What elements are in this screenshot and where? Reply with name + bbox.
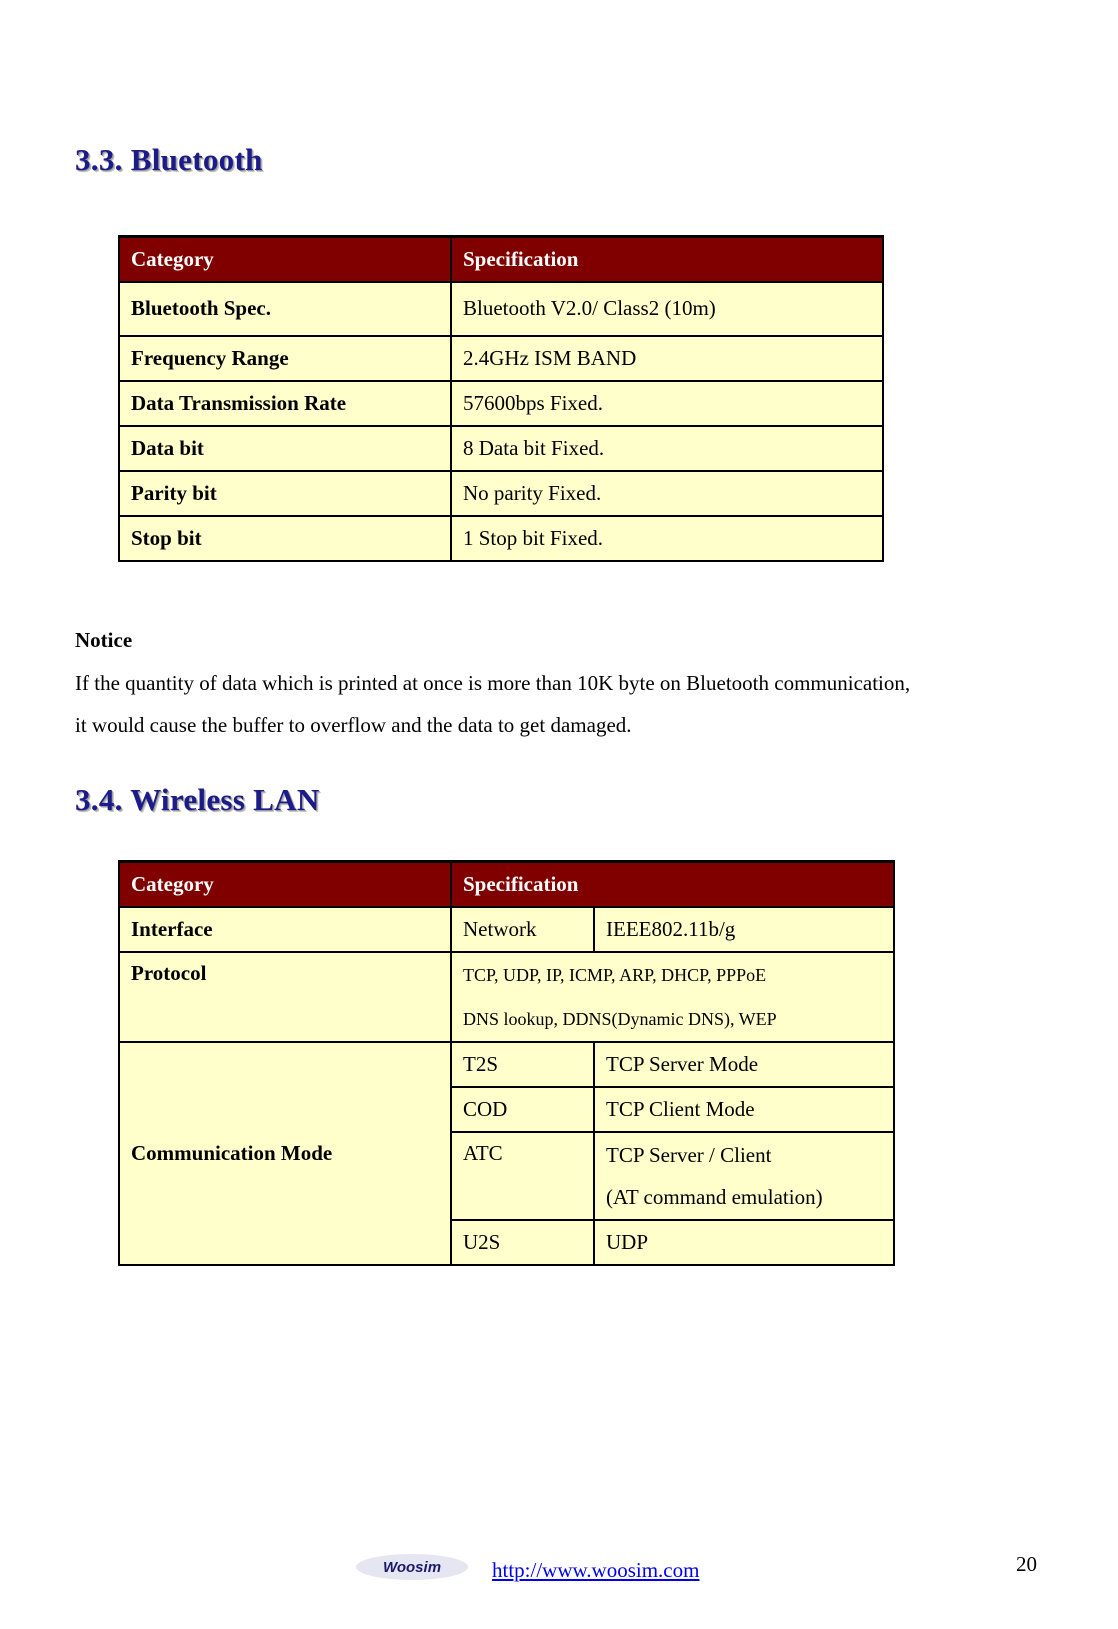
table-row bbox=[119, 336, 883, 381]
section-heading-wireless-lan: 3.4. Wireless LAN bbox=[75, 782, 320, 817]
row-category-communication-mode: Communication Mode bbox=[119, 1042, 451, 1265]
header-category: Category bbox=[119, 237, 451, 282]
notice-line-2: it would cause the buffer to overflow and the data to get damaged. bbox=[75, 713, 632, 737]
table-row bbox=[119, 426, 883, 471]
row-category-protocol: Protocol bbox=[119, 952, 451, 1042]
header-category: Category bbox=[119, 862, 451, 907]
row-category: Frequency Range bbox=[119, 336, 451, 381]
footer-website-link[interactable]: http://www.woosim.com bbox=[492, 1558, 700, 1582]
table-row bbox=[119, 282, 883, 336]
row-spec: 2.4GHz ISM BAND bbox=[451, 336, 883, 381]
table-row bbox=[119, 381, 883, 426]
table-header-row bbox=[119, 862, 894, 907]
mode-code: ATC bbox=[451, 1132, 594, 1220]
protocol-line-2: DNS lookup, DDNS(Dynamic DNS), WEP bbox=[463, 1008, 777, 1029]
mode-code: COD bbox=[451, 1087, 594, 1132]
section-heading-bluetooth: 3.3. Bluetooth bbox=[75, 142, 263, 177]
mode-desc: TCP Client Mode bbox=[594, 1087, 894, 1132]
mode-desc: UDP bbox=[594, 1220, 894, 1265]
notice-title: Notice bbox=[75, 628, 133, 652]
interface-value: IEEE802.11b/g bbox=[594, 907, 894, 952]
row-category: Stop bit bbox=[119, 516, 451, 561]
mode-code: U2S bbox=[451, 1220, 594, 1265]
mode-code: T2S bbox=[451, 1042, 594, 1087]
logo-text: Woosim bbox=[382, 1559, 442, 1576]
mode-desc-line-1: TCP Server / Client bbox=[606, 1142, 772, 1167]
interface-key: Network bbox=[451, 907, 594, 952]
row-category: Parity bit bbox=[119, 471, 451, 516]
protocol-list bbox=[451, 952, 894, 1042]
table-row bbox=[119, 952, 894, 1042]
table-row bbox=[119, 907, 894, 952]
wireless-lan-spec-table bbox=[118, 860, 895, 1266]
table-row bbox=[119, 516, 883, 561]
page-number: 20 bbox=[1016, 1552, 1037, 1576]
header-specification: Specification bbox=[451, 237, 883, 282]
row-spec: No parity Fixed. bbox=[451, 471, 883, 516]
row-category-interface: Interface bbox=[119, 907, 451, 952]
row-category: Data bit bbox=[119, 426, 451, 471]
row-spec: 8 Data bit Fixed. bbox=[451, 426, 883, 471]
mode-desc-line-2: (AT command emulation) bbox=[606, 1184, 823, 1209]
mode-desc bbox=[594, 1132, 894, 1220]
row-category: Bluetooth Spec. bbox=[119, 282, 451, 336]
notice-body bbox=[75, 662, 1075, 746]
protocol-line-1: TCP, UDP, IP, ICMP, ARP, DHCP, PPPoE bbox=[463, 964, 767, 985]
woosim-logo bbox=[355, 1552, 470, 1582]
bluetooth-spec-table bbox=[118, 235, 884, 562]
row-spec: Bluetooth V2.0/ Class2 (10m) bbox=[451, 282, 883, 336]
row-category: Data Transmission Rate bbox=[119, 381, 451, 426]
row-spec: 1 Stop bit Fixed. bbox=[451, 516, 883, 561]
table-row bbox=[119, 471, 883, 516]
header-specification: Specification bbox=[451, 862, 894, 907]
mode-desc: TCP Server Mode bbox=[594, 1042, 894, 1087]
table-header-row bbox=[119, 237, 883, 282]
table-row bbox=[119, 1042, 894, 1087]
row-spec: 57600bps Fixed. bbox=[451, 381, 883, 426]
notice-line-1: If the quantity of data which is printed at once is more than 10K byte on Bluetooth communication, bbox=[75, 671, 911, 695]
